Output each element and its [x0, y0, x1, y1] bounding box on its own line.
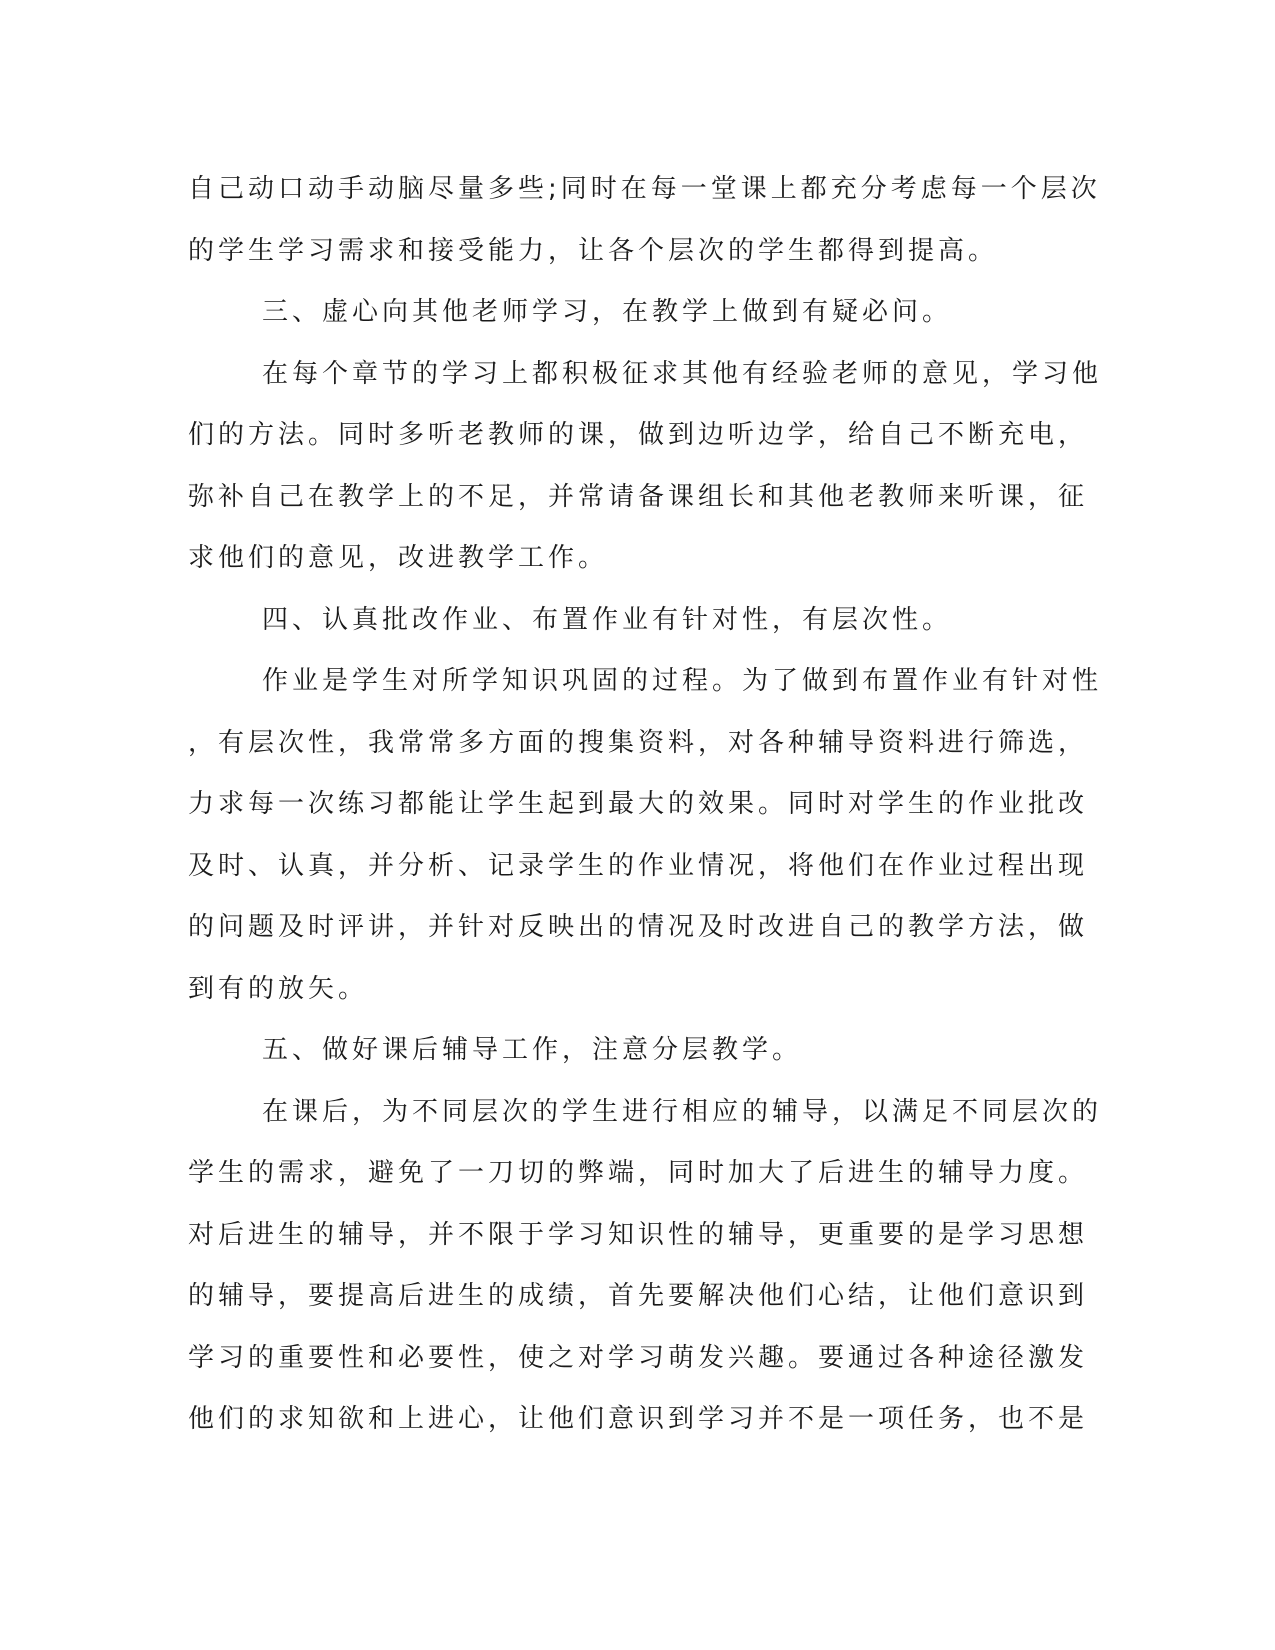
text-line-2: 的学生学习需求和接受能力，让各个层次的学生都得到提高。 — [188, 235, 999, 266]
text-line-19: 的辅导，要提高后进生的成绩，首先要解决他们心结，让他们意识到 — [188, 1281, 1089, 1311]
text-line-18: 对后进生的辅导，并不限于学习知识性的辅导，更重要的是学习思想 — [188, 1219, 1089, 1250]
text-line-20: 学习的重要性和必要性，使之对学习萌发兴趣。要通过各种途径激发 — [188, 1342, 1089, 1373]
text-line-14: 到有的放矢。 — [188, 973, 369, 1004]
section-heading-3: 三、虚心向其他老师学习，在教学上做到有疑必问。 — [262, 297, 953, 327]
text-line-7: 求他们的意见，改进教学工作。 — [188, 543, 609, 573]
text-line-12: 及时、认真，并分析、记录学生的作业情况，将他们在作业过程出现 — [188, 850, 1089, 881]
text-line-10: ，有层次性，我常常多方面的搜集资料，对各种辅导资料进行筛选， — [188, 727, 1089, 758]
section-heading-4: 四、认真批改作业、布置作业有针对性，有层次性。 — [262, 604, 953, 635]
section-heading-5: 五、做好课后辅导工作，注意分层教学。 — [262, 1035, 803, 1065]
text-line-13: 的问题及时评讲，并针对反映出的情况及时改进自己的教学方法，做 — [188, 912, 1089, 942]
text-line-17: 学生的需求，避免了一刀切的弊端，同时加大了后进生的辅导力度。 — [188, 1158, 1089, 1188]
text-line-11: 力求每一次练习都能让学生起到最大的效果。同时对学生的作业批改 — [188, 789, 1089, 819]
text-line-4: 在每个章节的学习上都积极征求其他有经验老师的意见，学习他 — [262, 358, 1103, 389]
text-line-1: 自己动口动手动脑尽量多些;同时在每一堂课上都充分考虑每一个层次 — [188, 174, 1101, 204]
text-line-9: 作业是学生对所学知识巩固的过程。为了做到布置作业有针对性 — [262, 666, 1103, 696]
text-line-21: 他们的求知欲和上进心，让他们意识到学习并不是一项任务，也不是 — [188, 1404, 1089, 1434]
text-line-6: 弥补自己在教学上的不足，并常请备课组长和其他老教师来听课，征 — [188, 481, 1089, 512]
text-line-16: 在课后，为不同层次的学生进行相应的辅导，以满足不同层次的 — [262, 1096, 1103, 1127]
document-body — [188, 159, 1103, 1451]
text-line-5: 们的方法。同时多听老教师的课，做到边听边学，给自己不断充电， — [188, 420, 1089, 450]
